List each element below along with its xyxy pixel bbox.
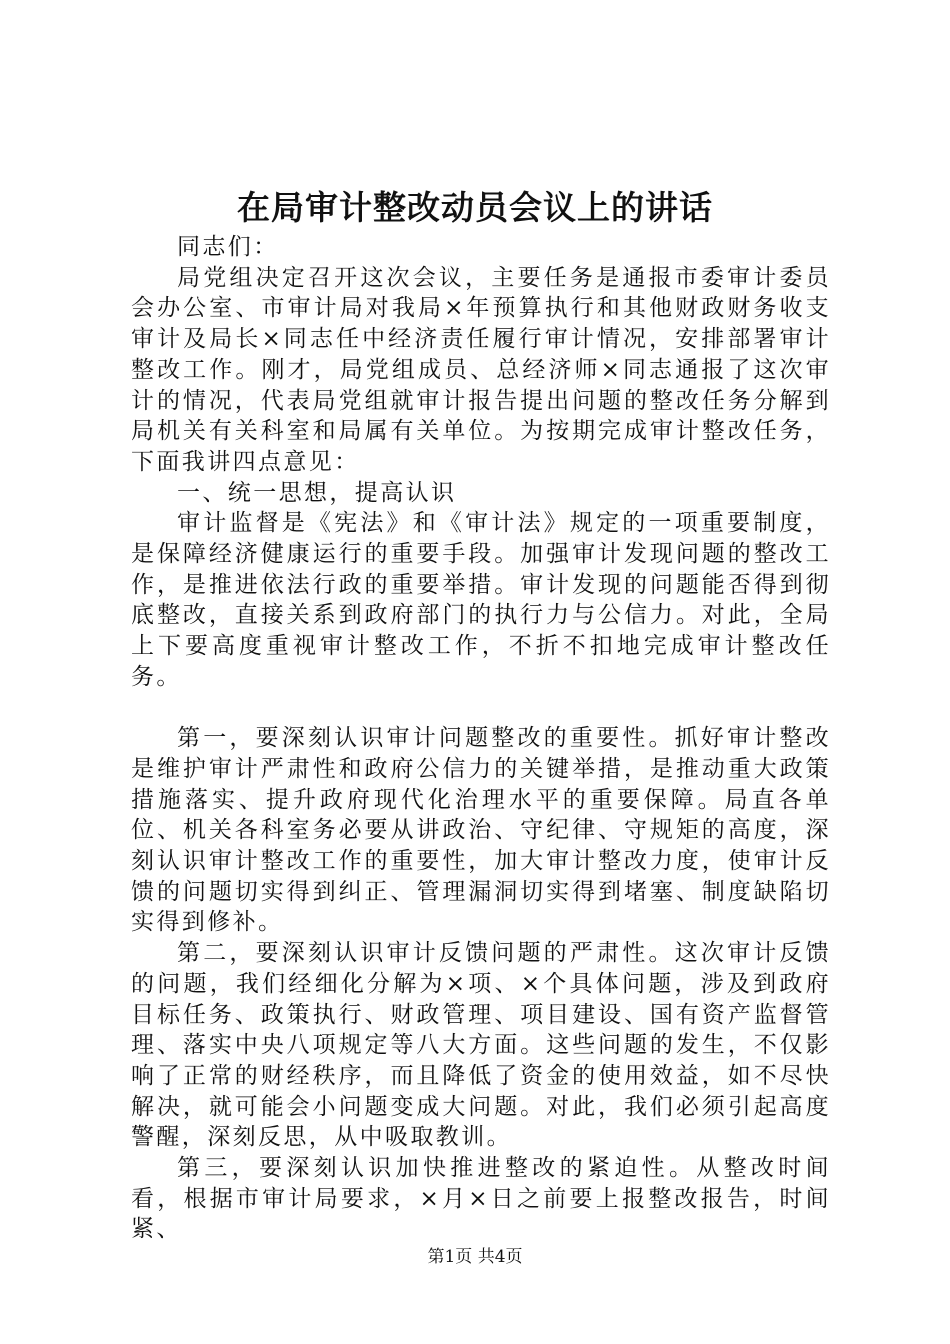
document-title: 在局审计整改动员会议上的讲话 [237, 188, 713, 227]
document-body [131, 232, 831, 1245]
body-paragraph: 局党组决定召开这次会议，主要任务是通报市委审计委员会办公室、市审计局对我局×年预算执行和其他财政财务收支审计及局长×同志任中经济责任履行审计情况，安排部署审计整改工作。刚才，局党组成员、总经济师×同志通报了这次审计的情况，代表局党组就审计报告提出问题的整改任务分解到局机关有关科室和局属有关单位。为按期完成审计整改任务，下面我讲四点意见： [131, 264, 831, 475]
page-number-footer: 第1页 共4页 [427, 1247, 523, 1267]
body-paragraph: 第三，要深刻认识加快推进整改的紧迫性。从整改时间看，根据市审计局要求，×月×日之前要上报整改报告，时间紧、 [131, 1155, 831, 1243]
section-heading: 一、统一思想，提高认识 [177, 479, 457, 506]
body-paragraph: 第二，要深刻认识审计反馈问题的严肃性。这次审计反馈的问题，我们经细化分解为×项、×个具体问题，涉及到政府目标任务、政策执行、财政管理、项目建设、国有资产监督管理、落实中央八项规定等八大方面。这些问题的发生，不仅影响了正常的财经秩序，而且降低了资金的使用效益，如不尽快解决，就可能会小问题变成大问题。对此，我们必须引起高度警醒，深刻反思，从中吸取教训。 [131, 940, 831, 1151]
body-paragraph: 审计监督是《宪法》和《审计法》规定的一项重要制度，是保障经济健康运行的重要手段。加强审计发现问题的整改工作，是推进依法行政的重要举措。审计发现的问题能否得到彻底整改，直接关系到政府部门的执行力与公信力。对此，全局上下要高度重视审计整改工作，不折不扣地完成审计整改任务。 [131, 510, 831, 690]
body-paragraph: 第一，要深刻认识审计问题整改的重要性。抓好审计整改是维护审计严肃性和政府公信力的关键举措，是推动重大政策措施落实、提升政府现代化治理水平的重要保障。局直各单位、机关各科室务必要从讲政治、守纪律、守规矩的高度，深刻认识审计整改工作的重要性，加大审计整改力度，使审计反馈的问题切实得到纠正、管理漏洞切实得到堵塞、制度缺陷切实得到修补。 [131, 725, 831, 936]
salutation: 同志们： [177, 234, 279, 260]
